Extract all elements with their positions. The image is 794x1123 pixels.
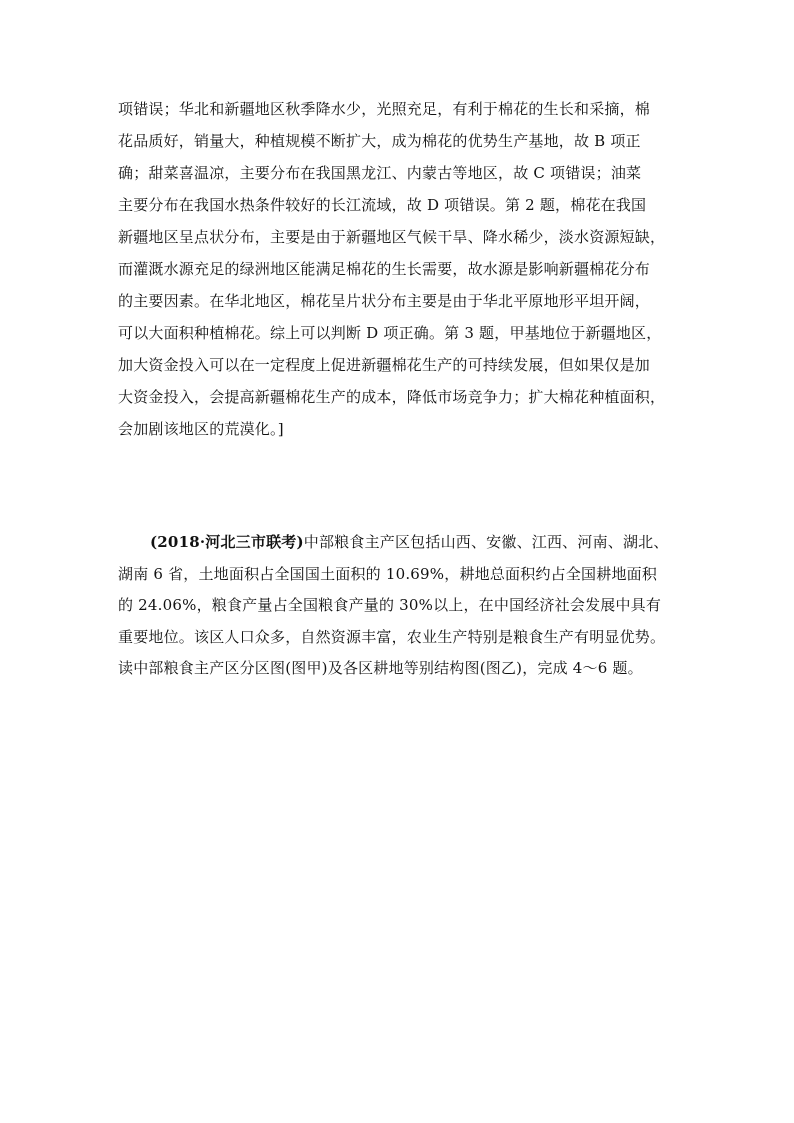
answer-explanation xyxy=(118,93,678,445)
question-line-4: 重要地位。该区人口众多，自然资源丰富，农业生产特别是粮食生产有明显优势。 xyxy=(118,627,666,646)
answer-line-3: 确；甜菜喜温凉，主要分布在我国黑龙江、内蒙古等地区，故 C 项错误；油菜 xyxy=(118,164,642,182)
question-line-5: 读中部粮食主产区分区图(图甲)及各区耕地等别结构图(图乙)，完成 4～6 题。 xyxy=(118,659,643,677)
answer-line-6: 而灌溉水源充足的绿洲地区能满足棉花的生长需要，故水源是影响新疆棉花分布 xyxy=(118,260,651,278)
answer-line-10: 大资金投入，会提高新疆棉花生产的成本，降低市场竞争力；扩大棉花种植面积， xyxy=(118,388,666,406)
question-source: (2018·河北三市联考) xyxy=(150,533,304,551)
question-line-3: 的 24.06%，粮食产量占全国粮食产量的 30%以上，在中国经济社会发展中具有 xyxy=(118,596,662,614)
question-line-2: 湖南 6 省，土地面积占全国国土面积的 10.69%，耕地总面积约占全国耕地面积 xyxy=(118,564,658,583)
answer-line-1: 项错误；华北和新疆地区秋季降水少，光照充足，有利于棉花的生长和采摘，棉 xyxy=(118,100,651,118)
question-line-1-text: 中部粮食主产区包括山西、安徽、江西、河南、湖北、 xyxy=(303,533,669,551)
answer-line-2: 花品质好，销量大，种植规模不断扩大，成为棉花的优势生产基地，故 B 项正 xyxy=(118,132,641,150)
answer-line-11: 会加剧该地区的荒漠化。] xyxy=(118,420,284,438)
answer-line-4: 主要分布在我国水热条件较好的长江流域，故 D 项错误。第 2 题，棉花在我国 xyxy=(118,196,647,214)
question-line-1 xyxy=(118,527,678,559)
answer-line-7: 的主要因素。在华北地区，棉花呈片状分布主要是由于华北平原地形平坦开阔， xyxy=(118,292,651,310)
answer-line-8: 可以大面积种植棉花。综上可以判断 D 项正确。第 3 题，甲基地位于新疆地区， xyxy=(118,324,662,342)
question-stem xyxy=(118,527,678,685)
answer-line-5: 新疆地区呈点状分布，主要是由于新疆地区气候干旱、降水稀少，淡水资源短缺， xyxy=(118,228,666,246)
answer-line-9: 加大资金投入可以在一定程度上促进新疆棉花生产的可持续发展，但如果仅是加 xyxy=(118,356,651,374)
